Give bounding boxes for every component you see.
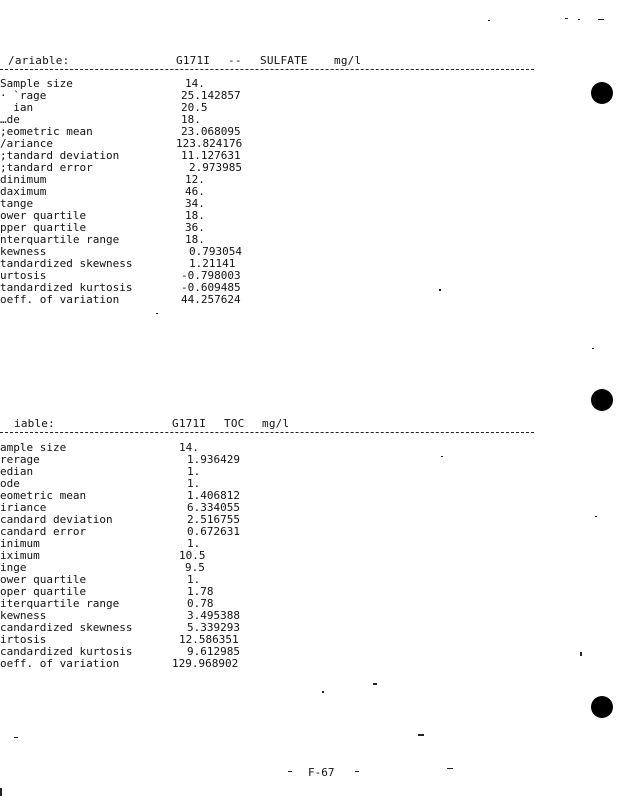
stat-label: tandardized kurtosis (0, 281, 133, 294)
stat-value: 9.612985 (187, 645, 240, 658)
stat-label: oeff. of variation (0, 293, 120, 306)
binder-hole (591, 82, 613, 104)
scan-speck (373, 683, 377, 685)
stat-label: irtosis (0, 633, 47, 646)
stat-value: 129.968902 (172, 657, 239, 670)
stat-label: kewness (0, 245, 47, 258)
stat-value: 3.495388 (187, 609, 240, 622)
stat-value: 123.824176 (176, 137, 243, 150)
scan-speck (565, 18, 568, 19)
stat-value: 1. (187, 537, 201, 550)
stat-label: inimum (0, 537, 40, 550)
stat-value: 0.793054 (189, 245, 242, 258)
stat-label: kewness (0, 609, 47, 622)
stat-value: 36. (185, 221, 205, 234)
stat-label: tandardized skewness (0, 257, 133, 270)
stat-value: 5.339293 (187, 621, 240, 634)
stat-label: tange (0, 197, 34, 210)
scan-speck (156, 313, 158, 314)
stat-value: 20.5 (181, 101, 208, 114)
parameter-units: mg/l (262, 417, 290, 430)
stat-label: ode (0, 477, 20, 490)
stat-value: 12. (185, 173, 205, 186)
stat-label: ower quartile (0, 573, 87, 586)
stat-value: 12.586351 (179, 633, 239, 646)
stat-value: 1. (187, 465, 201, 478)
stat-label: iriance (0, 501, 47, 514)
header-rule (0, 69, 534, 70)
scan-speck (441, 456, 443, 457)
stat-label: iximum (0, 549, 40, 562)
stat-value: 1.406812 (187, 489, 240, 502)
stat-value: 44.257624 (181, 293, 241, 306)
stat-value: 14. (179, 441, 199, 454)
statistics-block-toc (0, 417, 540, 677)
stat-value: 18. (185, 233, 205, 246)
stat-label: Sample size (0, 77, 73, 90)
stat-label: · `rage (0, 89, 47, 102)
stat-label: edian (0, 465, 34, 478)
parameter-name: TOC (224, 417, 245, 430)
stat-value: 46. (185, 185, 205, 198)
stat-value: 1.21141 (189, 257, 236, 270)
variable-label: iable: (14, 417, 55, 430)
stat-label: ;eometric mean (0, 125, 93, 138)
scan-speck (439, 289, 441, 291)
stat-label: nterquartile range (0, 233, 120, 246)
stat-value: 1. (187, 477, 201, 490)
stat-value: 14. (185, 77, 205, 90)
scan-speck (447, 768, 453, 769)
stat-label: candard error (0, 525, 87, 538)
stat-value: 18. (185, 209, 205, 222)
stat-label: oeff. of variation (0, 657, 120, 670)
binder-hole (591, 389, 613, 411)
stat-value: 1.936429 (187, 453, 240, 466)
stat-label: ower quartile (0, 209, 87, 222)
stat-label: candardized kurtosis (0, 645, 133, 658)
scan-speck (288, 771, 292, 772)
scan-speck (355, 771, 359, 772)
site-id: G171I (172, 417, 207, 430)
stat-label: iterquartile range (0, 597, 120, 610)
stat-value: 25.142857 (181, 89, 241, 102)
stat-label: inge (0, 561, 27, 574)
stat-label: eometric mean (0, 489, 87, 502)
stat-value: 34. (185, 197, 205, 210)
stat-label: ample size (0, 441, 67, 454)
statistics-block-sulfate (0, 54, 540, 314)
site-id: G171I (176, 54, 211, 67)
scan-speck (14, 737, 18, 738)
stat-label: ;tandard error (0, 161, 93, 174)
stat-value: 11.127631 (181, 149, 241, 162)
stat-value: 18. (181, 113, 201, 126)
scan-speck (595, 516, 597, 517)
stat-value: 2.516755 (187, 513, 240, 526)
stat-label: urtosis (0, 269, 47, 282)
stat-value: 9.5 (185, 561, 205, 574)
scan-speck (0, 788, 2, 796)
stat-label: daximum (0, 185, 47, 198)
stat-label: oper quartile (0, 585, 87, 598)
stat-label: ian (0, 101, 34, 114)
scan-speck (598, 19, 604, 20)
stat-value: 1.78 (187, 585, 214, 598)
stat-label: dinimum (0, 173, 47, 186)
scan-speck (488, 20, 490, 21)
stat-label: …de (0, 113, 20, 126)
header-separator: -- (228, 54, 242, 67)
stat-label: ;tandard deviation (0, 149, 120, 162)
stat-value: -0.798003 (181, 269, 241, 282)
scan-speck (322, 691, 324, 693)
stat-value: 0.78 (187, 597, 214, 610)
header-rule (0, 432, 534, 433)
stat-value: -0.609485 (181, 281, 241, 294)
stat-value: 2.973985 (189, 161, 242, 174)
stat-value: 10.5 (179, 549, 206, 562)
stat-label: candardized skewness (0, 621, 133, 634)
stat-label: rerage (0, 453, 40, 466)
stat-label: candard deviation (0, 513, 113, 526)
stat-value: 23.068095 (181, 125, 241, 138)
scan-speck (418, 734, 424, 736)
scan-speck (592, 348, 594, 349)
parameter-name: SULFATE (260, 54, 308, 67)
variable-label: /ariable: (8, 54, 70, 67)
scan-speck (580, 652, 582, 656)
scan-speck (578, 19, 580, 20)
stat-value: 6.334055 (187, 501, 240, 514)
page-number: F-67 (308, 766, 335, 779)
stat-value: 1. (187, 573, 201, 586)
binder-hole (591, 696, 613, 718)
stat-label: /ariance (0, 137, 53, 150)
stat-label: pper quartile (0, 221, 87, 234)
parameter-units: mg/l (334, 54, 362, 67)
stat-value: 0.672631 (187, 525, 240, 538)
